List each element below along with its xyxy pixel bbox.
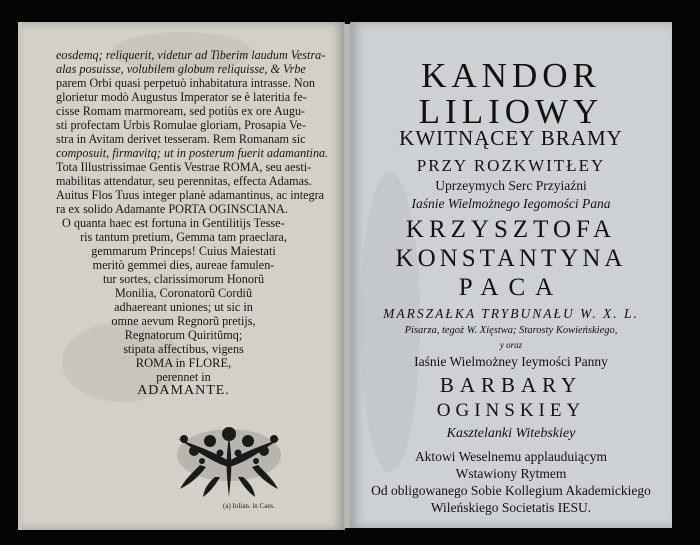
left-line: ris tantum pretium, Gemma tam praeclara, bbox=[80, 230, 287, 244]
left-line: Regnatorum Quiritũmq; bbox=[124, 328, 243, 342]
name-line-3: PACA bbox=[458, 274, 564, 301]
line-przy: PRZY ROZKWITŁEY bbox=[416, 156, 606, 175]
line-uprzeymych: Uprzeymych Serc Przyiaźni bbox=[435, 178, 587, 193]
left-line: sti profectam Urbis Romulae gloriam, Prosapia Ve- bbox=[56, 118, 306, 132]
left-line: ROMA in FLORE, bbox=[135, 356, 232, 370]
left-line: alas posuisse, volubilem globum reliquisse, & Vrbe bbox=[56, 62, 306, 76]
left-line: eosdemq; reliquerit, videtur ad Tiberim laudum Vestra- bbox=[56, 48, 326, 62]
left-page bbox=[18, 22, 345, 530]
left-line: perennet in bbox=[156, 370, 211, 384]
left-line: meritò gemmei dies, aureae famulen- bbox=[92, 258, 275, 272]
left-line: Monilia, Coronatorũ Cordiũ bbox=[114, 286, 253, 300]
footer-line-4: Wileńskiego Societatis IESU. bbox=[430, 500, 592, 515]
bride-title: Kasztelanki Witebskiey bbox=[446, 426, 576, 441]
left-line: Tota Illustrissimae Gentis Vestrae ROMA, seu aesti- bbox=[56, 160, 312, 174]
left-line: omne aevum Regnorũ pretijs, bbox=[111, 314, 256, 328]
line-iasnie-2: Iaśnie Wielmożney Ieymości Panny bbox=[414, 354, 608, 369]
name-line-2: KONSTANTYNA bbox=[395, 245, 627, 272]
name-line-1: KRZYSZTOFA bbox=[405, 216, 617, 243]
footnote: (a) Iulian. in Caes. bbox=[223, 502, 275, 510]
left-line: stipata affectibus, vigens bbox=[123, 342, 244, 356]
footer-line-3: Od obligowanego Sobie Kollegium Akademickiego bbox=[371, 483, 651, 498]
left-line: tur sortes, clarissimorum Honorũ bbox=[102, 272, 265, 286]
left-line: adhaereant uniones; ut sic in bbox=[114, 300, 253, 314]
office-line-1: MARSZAŁKA TRYBUNAŁU W. X. L. bbox=[383, 306, 639, 321]
left-line: gemmarum Princeps! Cuius Maiestati bbox=[91, 244, 276, 258]
footer-line-2: Wstawiony Rytmem bbox=[455, 466, 567, 481]
left-line: ra ex solido Adamante PORTA OGINSCIANA. bbox=[56, 202, 288, 216]
line-iasnie: Iaśnie Wielmożnego Iegomości Pana bbox=[411, 196, 611, 211]
bride-line-1: BARBARY bbox=[439, 373, 583, 397]
left-line: Auitus Flos Tuus integer planè adamantinus, ac integra bbox=[56, 188, 325, 202]
title-line-3: KWITNĄCEY BRAMY bbox=[399, 126, 623, 150]
left-line: mabilitas attendatur, seu perennitas, effecta Adamas. bbox=[56, 174, 312, 188]
right-page bbox=[350, 22, 672, 528]
left-line: stra in Avitam derivet tesseram. Rem Romanam sic bbox=[56, 132, 306, 146]
title-line-2: LILIOWY bbox=[418, 92, 604, 131]
office-line-2: Pisarza, tegoż W. Xięstwa; Starosty Kowieńskiego, bbox=[404, 325, 618, 336]
left-line: parem Orbi quasi perpetuò inhabitatura intrasse. Non bbox=[56, 76, 315, 90]
left-line: ADAMANTE. bbox=[137, 383, 230, 398]
left-line: glorietur modò Augustus Imperator se è lateritia fe- bbox=[56, 90, 307, 104]
bride-line-2: OGINSKIEY bbox=[436, 400, 586, 421]
left-line: composuit, firmavitq; ut in posterum fuerit adamantina. bbox=[56, 146, 329, 160]
floral-vignette-icon bbox=[170, 417, 288, 502]
footer-line-1: Aktowi Weselnemu applauduiącym bbox=[414, 449, 608, 464]
title-line-1: KANDOR bbox=[421, 56, 601, 95]
left-line: O quanta haec est fortuna in Gentilitijs Tesse- bbox=[62, 216, 285, 230]
left-line: cisse Romam marmoream, sed potiùs ex ore Augu- bbox=[56, 104, 306, 118]
line-oraz: y oraz bbox=[499, 340, 523, 350]
